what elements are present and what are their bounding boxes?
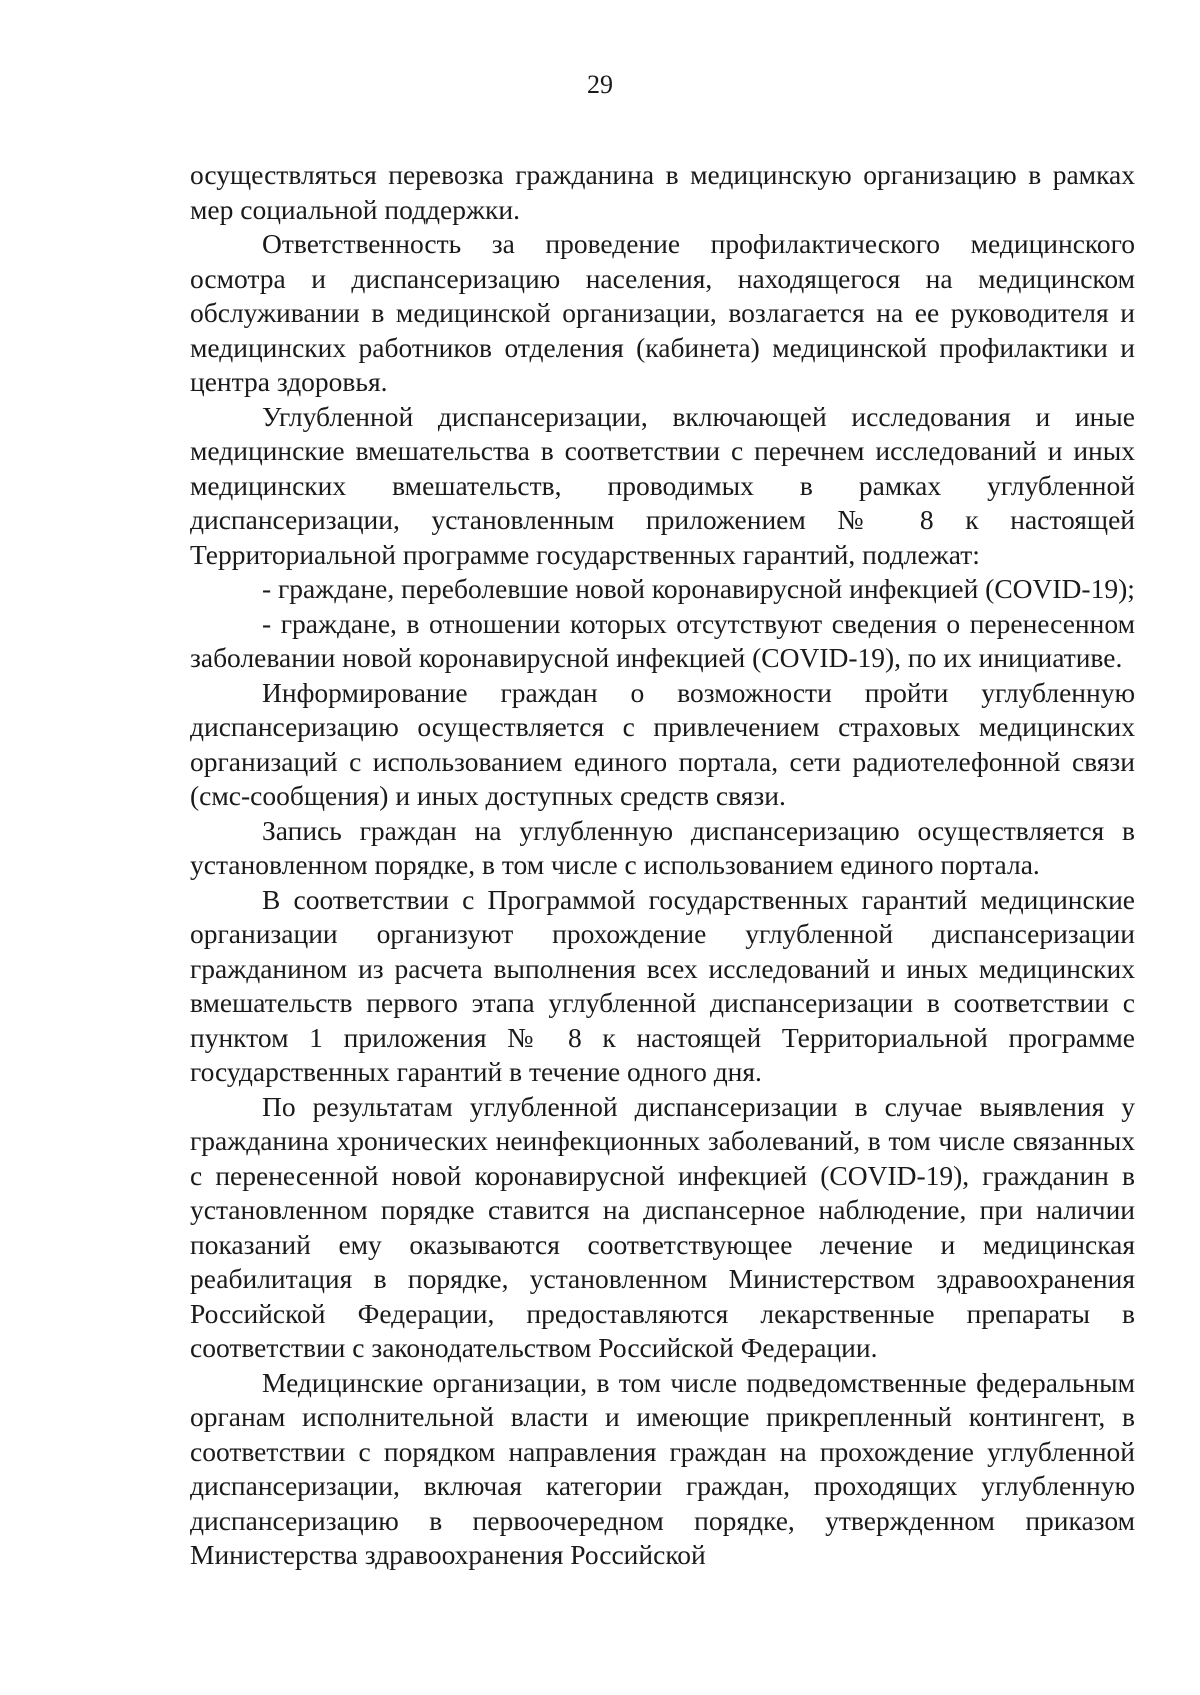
page-number: 29 bbox=[587, 70, 613, 99]
paragraph: Информирование граждан о возможности пройти углубленную диспансеризацию осуществляется с привлечением страховых медицинских организаций с использованием единого портала, сети радиотелефонной связи (смс-сообщения) и иных доступных средств связи. bbox=[190, 676, 1135, 811]
paragraph: В соответствии с Программой государственных гарантий медицинские организации организуют прохождение углубленной диспансеризации гражданином из расчета выполнения всех исследований и иных медицинских вмешательств первого этапа углубленной диспансеризации в соответствии с пунктом 1 приложения № 8 к настоящей Территориальной программе государственных гарантий в течение одного дня. bbox=[190, 883, 1135, 1087]
paragraph: Углубленной диспансеризации, включающей исследования и иные медицинские вмешательства в соответствии с перечнем исследований и иных медицинских вмешательств, проводимых в рамках углубленной диспансеризации, установленным приложением № 8 к настоящей Территориальной программе государственных гарантий, подлежат: bbox=[190, 400, 1135, 570]
list-item: - граждане, в отношении которых отсутствуют сведения о перенесенном заболевании новой коронавирусной инфекцией (COVID-19), по их инициативе. bbox=[190, 607, 1135, 673]
list-item: - граждане, переболевшие новой коронавирусной инфекцией (COVID-19); bbox=[262, 573, 1135, 604]
paragraph: Медицинские организации, в том числе подведомственные федеральным органам исполнительной власти и имеющие прикрепленный контингент, в соответствии с порядком направления граждан на прохождение углубленной диспансеризации, включая категории граждан, проходящих углубленную диспансеризацию в первоочередном порядке, утвержденном приказом Министерства здравоохранения Российской bbox=[190, 1366, 1135, 1570]
document-body bbox=[190, 158, 1135, 1573]
paragraph: Запись граждан на углубленную диспансеризацию осуществляется в установленном порядке, в том числе с использованием единого портала. bbox=[190, 814, 1135, 880]
paragraph: Ответственность за проведение профилактического медицинского осмотра и диспансеризацию населения, находящегося на медицинском обслуживании в медицинской организации, возлагается на ее руководителя и медицинских работников отделения (кабинета) медицинской профилактики и центра здоровья. bbox=[190, 228, 1135, 397]
paragraph: По результатам углубленной диспансеризации в случае выявления у гражданина хронических неинфекционных заболеваний, в том числе связанных с перенесенной новой коронавирусной инфекцией (COVID-19), гражданин в установленном порядке ставится на диспансерное наблюдение, при наличии показаний ему оказываются соответствующее лечение и медицинская реабилитация в порядке, установленном Министерством здравоохранения Российской Федерации, предоставляются лекарственные препараты в соответствии с законодательством Российской Федерации. bbox=[190, 1090, 1135, 1363]
paragraph: осуществляться перевозка гражданина в медицинскую организацию в рамках мер социальной поддержки. bbox=[190, 159, 1135, 225]
